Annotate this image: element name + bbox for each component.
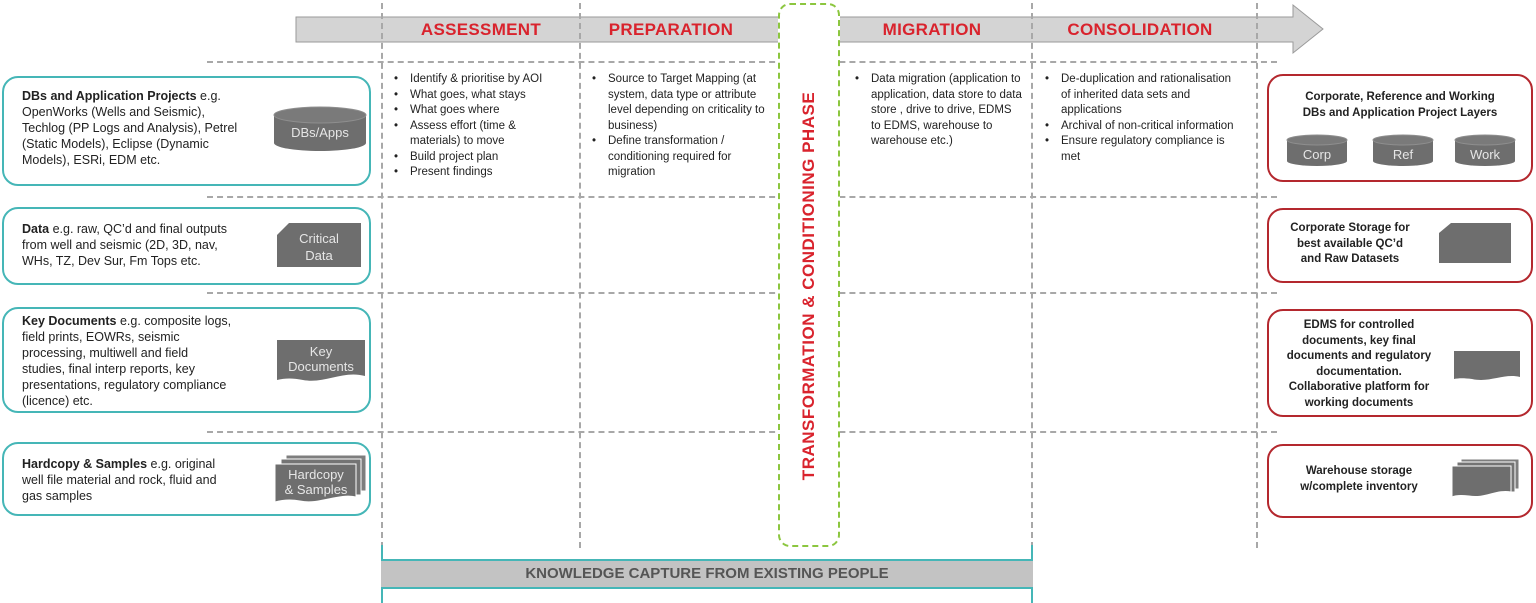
target-warehouse: Warehouse storage w/complete inventory <box>1267 444 1533 518</box>
svg-text:Work: Work <box>1469 147 1501 162</box>
list-item: • De-duplication and rationalisation of inherited data sets and applications <box>1043 72 1243 119</box>
svg-text:Documents: Documents <box>288 359 354 374</box>
list-item: • Define transformation / conditioning required for migration <box>590 134 770 181</box>
source-line: processing, multiwell and field <box>22 346 189 360</box>
grid-line-row1 <box>207 196 1277 198</box>
grid-line-row2 <box>207 292 1277 294</box>
source-data: Data e.g. raw, QC’d and final outputs from well and seismic (2D, 3D, nav, WHs, TZ, Dev Sur, Fm Tops etc. Critical Data <box>2 207 371 285</box>
source-line: (licence) etc. <box>22 394 93 408</box>
grid-line-top <box>207 61 1277 63</box>
punched-card-icon <box>1439 223 1511 265</box>
preparation-list <box>590 72 770 181</box>
svg-text:Key: Key <box>309 344 333 359</box>
source-line: studies, final interp reports, key <box>22 362 195 376</box>
phase-migration: MIGRATION <box>882 20 982 39</box>
svg-text:Corp: Corp <box>1302 147 1332 162</box>
svg-text:Hardcopy: Hardcopy <box>288 467 344 482</box>
list-item: • Source to Target Mapping (at system, data type or attribute level depending on criticality to business) <box>590 72 770 134</box>
source-title: Hardcopy & Samples <box>22 457 148 471</box>
list-item: • Ensure regulatory compliance is met <box>1043 134 1243 165</box>
database-cylinder-icon <box>272 106 368 152</box>
grid-line-col-assessment <box>381 3 383 548</box>
process-arrow <box>0 0 1536 60</box>
list-item: • Identify & prioritise by AOI <box>392 72 578 88</box>
source-line: Techlog (PP Logs and Analysis), Petrel <box>22 121 238 135</box>
ref-db-cylinder-icon <box>1371 134 1435 168</box>
target-edms: EDMS for controlled documents, key final documents and regulatory documentation. Collaborative platform for working documents <box>1267 309 1533 417</box>
source-line: field prints, EOWRs, seismic <box>22 330 180 344</box>
list-item: • Present findings <box>392 165 578 181</box>
source-line: Models), ESRi, EDM etc. <box>22 153 161 167</box>
transformation-phase-label: TRANSFORMATION & CONDITIONING PHASE <box>799 91 818 481</box>
source-title: DBs and Application Projects <box>22 89 197 103</box>
svg-text:DBs/Apps: DBs/Apps <box>291 125 349 140</box>
source-title: Key Documents <box>22 314 117 328</box>
source-line: from well and seismic (2D, 3D, nav, <box>22 238 218 252</box>
source-line: (Static Models), Eclipse (Dynamic <box>22 137 209 151</box>
assessment-list <box>392 72 578 181</box>
source-line: well file material and rock, fluid and <box>22 473 217 487</box>
phase-assessment: ASSESSMENT <box>420 20 542 39</box>
document-icon <box>275 340 367 384</box>
consolidation-list <box>1043 72 1243 165</box>
source-title: Data <box>22 222 50 236</box>
source-line: OpenWorks (Wells and Seismic), <box>22 105 205 119</box>
list-item: • What goes, what stays <box>392 88 578 104</box>
source-hardcopy-samples: Hardcopy & Samples e.g. original well file material and rock, fluid and gas samples Hardcopy & Samples <box>2 442 371 516</box>
list-item: • Build project plan <box>392 150 578 166</box>
svg-text:& Samples: & Samples <box>284 482 348 497</box>
target-db-layers: Corporate, Reference and Working DBs and Application Project Layers Corp Ref Work <box>1267 74 1533 182</box>
corp-db-cylinder-icon <box>1285 134 1349 168</box>
target-corporate-storage: Corporate Storage for best available QC’d and Raw Datasets <box>1267 208 1533 283</box>
migration-list <box>853 72 1023 150</box>
source-key-documents: Key Documents e.g. composite logs, field prints, EOWRs, seismic processing, multiwell and field studies, final interp reports, key presentations, regulatory compliance (licence) etc. Key Documents <box>2 307 371 413</box>
svg-text:Data: Data <box>305 248 333 263</box>
work-db-cylinder-icon <box>1453 134 1517 168</box>
list-item: • Data migration (application to application, data store to data store , drive to drive, EDMS to EDMS, warehouse to warehouse etc.) <box>853 72 1023 150</box>
source-line: gas samples <box>22 489 93 503</box>
svg-text:Ref: Ref <box>1392 147 1414 162</box>
phase-preparation: PREPARATION <box>608 20 734 39</box>
grid-line-col-preparation <box>579 3 581 548</box>
list-item: • Archival of non-critical information <box>1043 119 1243 135</box>
knowledge-capture-bar <box>381 559 1033 589</box>
grid-line-row3 <box>207 431 1277 433</box>
source-line: presentations, regulatory compliance <box>22 378 227 392</box>
knowledge-capture-label: KNOWLEDGE CAPTURE FROM EXISTING PEOPLE <box>525 565 889 582</box>
multi-document-icon <box>1451 459 1521 501</box>
svg-text:Critical: Critical <box>299 231 339 246</box>
punched-card-icon <box>275 223 365 269</box>
document-icon <box>1454 351 1520 383</box>
list-item: • Assess effort (time & materials) to move <box>392 119 560 150</box>
source-line: WHs, TZ, Dev Sur, Fm Tops etc. <box>22 254 201 268</box>
multi-document-icon <box>274 455 368 505</box>
source-dbs-apps: DBs and Application Projects e.g. OpenWorks (Wells and Seismic), Techlog (PP Logs and Analysis), Petrel (Static Models), Eclipse (Dynamic Models), ESRi, EDM etc. DBs/Apps <box>2 76 371 186</box>
phase-consolidation: CONSOLIDATION <box>1067 20 1213 39</box>
list-item: • What goes where <box>392 103 578 119</box>
grid-line-col-targets <box>1256 3 1258 548</box>
grid-line-col-consolidation <box>1031 3 1033 548</box>
